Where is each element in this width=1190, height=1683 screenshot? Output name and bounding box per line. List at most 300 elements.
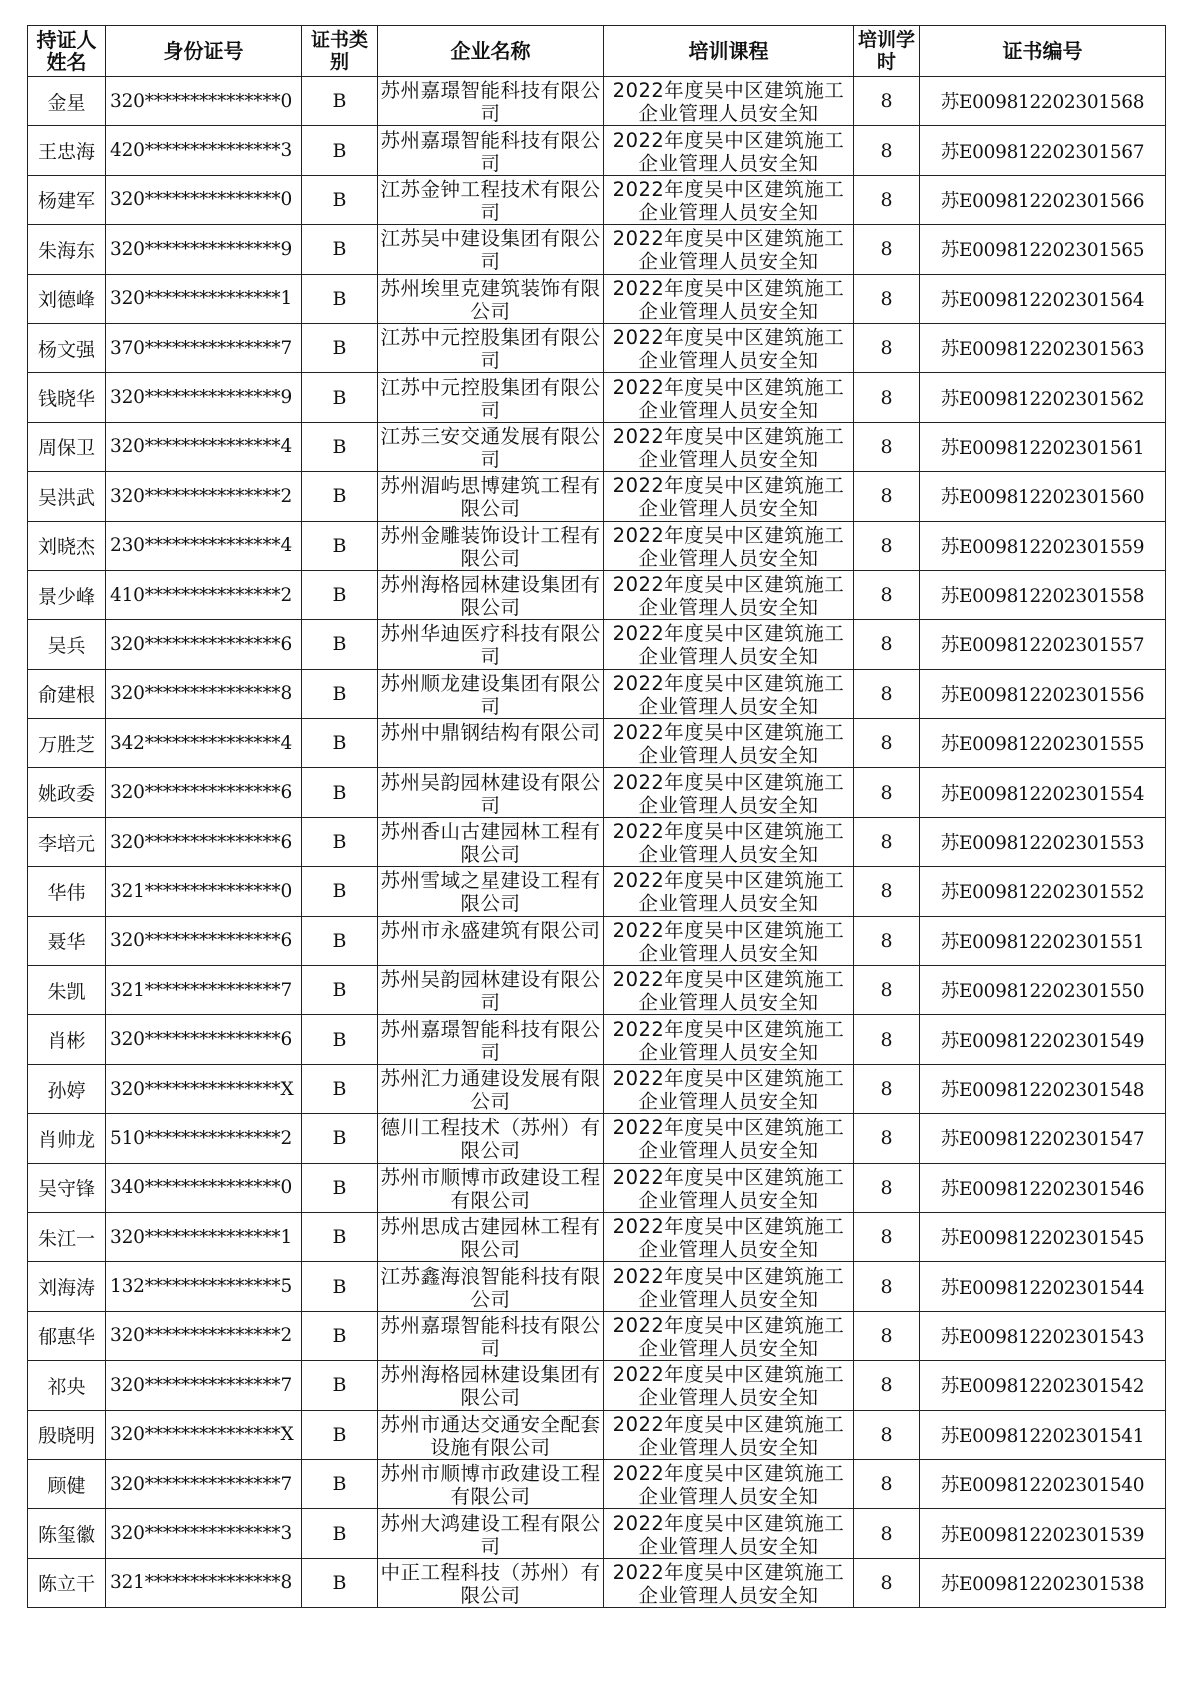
training-hours-cell: 8 [854, 373, 920, 422]
course-cell [604, 323, 854, 372]
training-hours-cell: 8 [854, 521, 920, 570]
course-cell [604, 719, 854, 768]
cert-number-cell: 苏E009812202301563 [920, 323, 1166, 372]
training-hours-cell: 8 [854, 323, 920, 372]
id-number-cell: 320***************0 [106, 175, 302, 224]
cert-type-cell: B [302, 867, 378, 916]
id-number-cell: 320***************6 [106, 817, 302, 866]
course-cell-text: 2022年度吴中区建筑施工企业管理人员安全知 [612, 227, 845, 272]
company-name-cell-text: 苏州海格园林建设集团有限公司 [380, 1363, 601, 1408]
course-cell [604, 620, 854, 669]
company-name-cell [378, 1361, 604, 1410]
course-cell-text: 2022年度吴中区建筑施工企业管理人员安全知 [612, 375, 845, 420]
course-cell-text: 2022年度吴中区建筑施工企业管理人员安全知 [612, 1067, 845, 1111]
cert-number-cell: 苏E009812202301564 [920, 274, 1166, 323]
table-row [28, 1064, 1166, 1113]
training-hours-cell: 8 [854, 1509, 920, 1558]
company-name-cell-text: 苏州顺龙建设集团有限公司 [380, 671, 601, 716]
company-name-cell [378, 521, 604, 570]
cert-number-cell: 苏E009812202301567 [920, 126, 1166, 175]
cert-type-cell: B [302, 126, 378, 175]
company-name-cell [378, 1212, 604, 1261]
course-cell-text: 2022年度吴中区建筑施工企业管理人员安全知 [612, 1017, 845, 1062]
cert-number-cell: 苏E009812202301559 [920, 521, 1166, 570]
header-company: 企业名称 [378, 26, 604, 77]
company-name-cell [378, 1015, 604, 1064]
course-cell-text: 2022年度吴中区建筑施工企业管理人员安全知 [612, 1313, 845, 1358]
header-name: 持证人姓名 [28, 26, 106, 77]
course-cell [604, 1015, 854, 1064]
holder-name-cell: 王忠海 [28, 126, 106, 175]
table-row [28, 126, 1166, 175]
holder-name-cell: 刘德峰 [28, 274, 106, 323]
company-name-cell [378, 669, 604, 718]
cert-number-cell: 苏E009812202301548 [920, 1064, 1166, 1113]
table-row [28, 1114, 1166, 1163]
cert-number-cell: 苏E009812202301555 [920, 719, 1166, 768]
company-name-cell-text: 苏州中鼎钢结构有限公司 [380, 721, 601, 745]
company-name-cell [378, 768, 604, 817]
table-row [28, 323, 1166, 372]
holder-name-cell: 朱海东 [28, 225, 106, 274]
company-name-cell-text: 苏州香山古建园林工程有限公司 [380, 820, 601, 865]
holder-name-cell: 金星 [28, 77, 106, 126]
cert-type-cell: B [302, 175, 378, 224]
cert-type-cell: B [302, 620, 378, 669]
table-row [28, 1212, 1166, 1261]
course-cell [604, 867, 854, 916]
header-cert-type: 证书类别 [302, 26, 378, 77]
header-hours: 培训学时 [854, 26, 920, 77]
cert-number-cell: 苏E009812202301565 [920, 225, 1166, 274]
id-number-cell: 510***************2 [106, 1114, 302, 1163]
course-cell [604, 669, 854, 718]
id-number-cell: 320***************2 [106, 472, 302, 521]
holder-name-cell: 杨建军 [28, 175, 106, 224]
id-number-cell: 320***************1 [106, 274, 302, 323]
table-row [28, 373, 1166, 422]
cert-number-cell: 苏E009812202301545 [920, 1212, 1166, 1261]
course-cell [604, 1114, 854, 1163]
company-name-cell-text: 苏州市永盛建筑有限公司 [380, 918, 601, 942]
holder-name-cell: 孙婷 [28, 1064, 106, 1113]
course-cell-text: 2022年度吴中区建筑施工企业管理人员安全知 [612, 424, 845, 469]
holder-name-cell: 陈玺徽 [28, 1509, 106, 1558]
holder-name-cell: 陈立干 [28, 1558, 106, 1607]
course-cell [604, 1558, 854, 1607]
holder-name-cell: 刘晓杰 [28, 521, 106, 570]
holder-name-cell: 杨文强 [28, 323, 106, 372]
table-row [28, 867, 1166, 916]
course-cell-text: 2022年度吴中区建筑施工企业管理人员安全知 [612, 276, 845, 321]
company-name-cell-text: 苏州嘉璟智能科技有限公司 [380, 128, 601, 173]
course-cell [604, 1311, 854, 1360]
training-hours-cell: 8 [854, 916, 920, 965]
cert-number-cell: 苏E009812202301539 [920, 1509, 1166, 1558]
company-name-cell-text: 德川工程技术（苏州）有限公司 [380, 1116, 601, 1161]
cert-number-cell: 苏E009812202301538 [920, 1558, 1166, 1607]
cert-number-cell: 苏E009812202301553 [920, 817, 1166, 866]
holder-name-cell: 钱晓华 [28, 373, 106, 422]
cert-type-cell: B [302, 669, 378, 718]
cert-number-cell: 苏E009812202301551 [920, 916, 1166, 965]
table-row [28, 570, 1166, 619]
cert-type-cell: B [302, 1262, 378, 1311]
id-number-cell: 320***************6 [106, 1015, 302, 1064]
cert-type-cell: B [302, 274, 378, 323]
training-hours-cell: 8 [854, 1262, 920, 1311]
course-cell [604, 373, 854, 422]
course-cell-text: 2022年度吴中区建筑施工企业管理人员安全知 [612, 918, 845, 963]
training-hours-cell: 8 [854, 966, 920, 1015]
id-number-cell: 320***************6 [106, 916, 302, 965]
id-number-cell: 230***************4 [106, 521, 302, 570]
id-number-cell: 320***************7 [106, 1459, 302, 1508]
training-hours-cell: 8 [854, 1459, 920, 1508]
course-cell-text: 2022年度吴中区建筑施工企业管理人员安全知 [612, 820, 845, 865]
cert-type-cell: B [302, 1311, 378, 1360]
cert-number-cell: 苏E009812202301543 [920, 1311, 1166, 1360]
cert-type-cell: B [302, 916, 378, 965]
course-cell [604, 1064, 854, 1113]
id-number-cell: 320***************1 [106, 1212, 302, 1261]
table-row [28, 817, 1166, 866]
company-name-cell-text: 苏州市顺博市政建设工程有限公司 [380, 1462, 601, 1507]
course-cell-text: 2022年度吴中区建筑施工企业管理人员安全知 [612, 79, 845, 124]
company-name-cell-text: 苏州埃里克建筑装饰有限公司 [380, 276, 601, 321]
cert-type-cell: B [302, 719, 378, 768]
cert-type-cell: B [302, 225, 378, 274]
training-hours-cell: 8 [854, 1015, 920, 1064]
training-hours-cell: 8 [854, 1064, 920, 1113]
training-hours-cell: 8 [854, 768, 920, 817]
id-number-cell: 320***************6 [106, 620, 302, 669]
course-cell-text: 2022年度吴中区建筑施工企业管理人员安全知 [612, 1264, 845, 1309]
training-hours-cell: 8 [854, 1558, 920, 1607]
course-cell [604, 422, 854, 471]
id-number-cell: 370***************7 [106, 323, 302, 372]
course-cell [604, 1509, 854, 1558]
course-cell [604, 916, 854, 965]
course-cell [604, 1459, 854, 1508]
company-name-cell-text: 苏州华迪医疗科技有限公司 [380, 622, 601, 667]
cert-number-cell: 苏E009812202301546 [920, 1163, 1166, 1212]
holder-name-cell: 聂华 [28, 916, 106, 965]
holder-name-cell: 华伟 [28, 867, 106, 916]
company-name-cell [378, 323, 604, 372]
course-cell-text: 2022年度吴中区建筑施工企业管理人员安全知 [612, 869, 845, 914]
course-cell-text: 2022年度吴中区建筑施工企业管理人员安全知 [612, 128, 845, 173]
cert-number-cell: 苏E009812202301562 [920, 373, 1166, 422]
cert-type-cell: B [302, 1361, 378, 1410]
table-row [28, 966, 1166, 1015]
course-cell [604, 1262, 854, 1311]
course-cell [604, 768, 854, 817]
company-name-cell-text: 苏州市通达交通安全配套设施有限公司 [380, 1412, 601, 1457]
id-number-cell: 320***************9 [106, 225, 302, 274]
course-cell [604, 1212, 854, 1261]
company-name-cell-text: 苏州大鸿建设工程有限公司 [380, 1511, 601, 1556]
table-row [28, 1015, 1166, 1064]
id-number-cell: 321***************7 [106, 966, 302, 1015]
company-name-cell [378, 225, 604, 274]
holder-name-cell: 朱凯 [28, 966, 106, 1015]
holder-name-cell: 郁惠华 [28, 1311, 106, 1360]
id-number-cell: 342***************4 [106, 719, 302, 768]
training-hours-cell: 8 [854, 867, 920, 916]
course-cell [604, 966, 854, 1015]
company-name-cell-text: 苏州海格园林建设集团有限公司 [380, 573, 601, 618]
cert-type-cell: B [302, 472, 378, 521]
training-hours-cell: 8 [854, 1114, 920, 1163]
course-cell-text: 2022年度吴中区建筑施工企业管理人员安全知 [612, 721, 845, 766]
id-number-cell: 132***************5 [106, 1262, 302, 1311]
course-cell-text: 2022年度吴中区建筑施工企业管理人员安全知 [612, 1363, 845, 1408]
cert-type-cell: B [302, 817, 378, 866]
course-cell [604, 1163, 854, 1212]
course-cell [604, 817, 854, 866]
holder-name-cell: 肖帅龙 [28, 1114, 106, 1163]
cert-number-cell: 苏E009812202301557 [920, 620, 1166, 669]
header-row [28, 26, 1166, 77]
company-name-cell [378, 1262, 604, 1311]
table-row [28, 225, 1166, 274]
holder-name-cell: 万胜芝 [28, 719, 106, 768]
course-cell [604, 225, 854, 274]
cert-type-cell: B [302, 1015, 378, 1064]
holder-name-cell: 李培元 [28, 817, 106, 866]
company-name-cell [378, 620, 604, 669]
company-name-cell-text: 苏州汇力通建设发展有限公司 [380, 1067, 601, 1111]
company-name-cell-text: 苏州金雕装饰设计工程有限公司 [380, 523, 601, 568]
header-id-number: 身份证号 [106, 26, 302, 77]
company-name-cell [378, 175, 604, 224]
header-cert-number: 证书编号 [920, 26, 1166, 77]
company-name-cell [378, 1459, 604, 1508]
company-name-cell [378, 373, 604, 422]
course-cell-text: 2022年度吴中区建筑施工企业管理人员安全知 [612, 770, 845, 815]
course-cell-text: 2022年度吴中区建筑施工企业管理人员安全知 [612, 1116, 845, 1161]
company-name-cell-text: 苏州吴韵园林建设有限公司 [380, 770, 601, 815]
company-name-cell [378, 916, 604, 965]
company-name-cell [378, 126, 604, 175]
id-number-cell: 320***************9 [106, 373, 302, 422]
cert-type-cell: B [302, 1163, 378, 1212]
cert-type-cell: B [302, 1114, 378, 1163]
table-header [28, 26, 1166, 77]
cert-type-cell: B [302, 1459, 378, 1508]
course-cell-text: 2022年度吴中区建筑施工企业管理人员安全知 [612, 1215, 845, 1260]
training-hours-cell: 8 [854, 817, 920, 866]
company-name-cell-text: 江苏三安交通发展有限公司 [380, 424, 601, 469]
course-cell [604, 175, 854, 224]
cert-number-cell: 苏E009812202301550 [920, 966, 1166, 1015]
training-hours-cell: 8 [854, 126, 920, 175]
holder-name-cell: 周保卫 [28, 422, 106, 471]
table-row [28, 1361, 1166, 1410]
table-row [28, 274, 1166, 323]
holder-name-cell: 顾健 [28, 1459, 106, 1508]
table-row [28, 1558, 1166, 1607]
holder-name-cell: 吴兵 [28, 620, 106, 669]
course-cell-text: 2022年度吴中区建筑施工企业管理人员安全知 [612, 968, 845, 1013]
company-name-cell [378, 274, 604, 323]
cert-type-cell: B [302, 1558, 378, 1607]
company-name-cell-text: 江苏吴中建设集团有限公司 [380, 227, 601, 272]
holder-name-cell: 姚政委 [28, 768, 106, 817]
holder-name-cell: 刘海涛 [28, 1262, 106, 1311]
training-hours-cell: 8 [854, 225, 920, 274]
company-name-cell [378, 1311, 604, 1360]
course-cell [604, 77, 854, 126]
cert-type-cell: B [302, 77, 378, 126]
cert-type-cell: B [302, 570, 378, 619]
holder-name-cell: 俞建根 [28, 669, 106, 718]
id-number-cell: 340***************0 [106, 1163, 302, 1212]
course-cell-text: 2022年度吴中区建筑施工企业管理人员安全知 [612, 671, 845, 716]
training-hours-cell: 8 [854, 422, 920, 471]
training-hours-cell: 8 [854, 1212, 920, 1261]
header-course: 培训课程 [604, 26, 854, 77]
company-name-cell-text: 苏州思成古建园林工程有限公司 [380, 1215, 601, 1260]
id-number-cell: 320***************6 [106, 768, 302, 817]
cert-type-cell: B [302, 768, 378, 817]
company-name-cell [378, 867, 604, 916]
company-name-cell [378, 472, 604, 521]
course-cell [604, 570, 854, 619]
course-cell [604, 1410, 854, 1459]
company-name-cell [378, 1509, 604, 1558]
course-cell-text: 2022年度吴中区建筑施工企业管理人员安全知 [612, 1412, 845, 1457]
company-name-cell [378, 1114, 604, 1163]
company-name-cell [378, 422, 604, 471]
table-row [28, 620, 1166, 669]
training-hours-cell: 8 [854, 1311, 920, 1360]
holder-name-cell: 殷晓明 [28, 1410, 106, 1459]
holder-name-cell: 朱江一 [28, 1212, 106, 1261]
course-cell-text: 2022年度吴中区建筑施工企业管理人员安全知 [612, 622, 845, 667]
company-name-cell-text: 江苏中元控股集团有限公司 [380, 375, 601, 420]
cert-number-cell: 苏E009812202301556 [920, 669, 1166, 718]
certificate-table [27, 25, 1166, 1608]
table-row [28, 1509, 1166, 1558]
table-row [28, 916, 1166, 965]
company-name-cell-text: 苏州嘉璟智能科技有限公司 [380, 79, 601, 124]
cert-number-cell: 苏E009812202301558 [920, 570, 1166, 619]
company-name-cell-text: 中正工程科技（苏州）有限公司 [380, 1560, 601, 1605]
course-cell-text: 2022年度吴中区建筑施工企业管理人员安全知 [612, 523, 845, 568]
cert-number-cell: 苏E009812202301542 [920, 1361, 1166, 1410]
id-number-cell: 320***************0 [106, 77, 302, 126]
table-row [28, 768, 1166, 817]
id-number-cell: 320***************7 [106, 1361, 302, 1410]
cert-number-cell: 苏E009812202301552 [920, 867, 1166, 916]
company-name-cell-text: 苏州市顺博市政建设工程有限公司 [380, 1165, 601, 1210]
holder-name-cell: 景少峰 [28, 570, 106, 619]
course-cell [604, 521, 854, 570]
cert-number-cell: 苏E009812202301547 [920, 1114, 1166, 1163]
table-row [28, 719, 1166, 768]
cert-type-cell: B [302, 1064, 378, 1113]
company-name-cell-text: 苏州吴韵园林建设有限公司 [380, 968, 601, 1013]
company-name-cell [378, 817, 604, 866]
holder-name-cell: 肖彬 [28, 1015, 106, 1064]
cert-type-cell: B [302, 1410, 378, 1459]
company-name-cell-text: 江苏鑫海浪智能科技有限公司 [380, 1264, 601, 1309]
holder-name-cell: 吴守锋 [28, 1163, 106, 1212]
course-cell-text: 2022年度吴中区建筑施工企业管理人员安全知 [612, 177, 845, 222]
cert-number-cell: 苏E009812202301549 [920, 1015, 1166, 1064]
company-name-cell-text: 苏州嘉璟智能科技有限公司 [380, 1313, 601, 1358]
training-hours-cell: 8 [854, 570, 920, 619]
cert-number-cell: 苏E009812202301544 [920, 1262, 1166, 1311]
course-cell-text: 2022年度吴中区建筑施工企业管理人员安全知 [612, 1511, 845, 1556]
course-cell-text: 2022年度吴中区建筑施工企业管理人员安全知 [612, 326, 845, 371]
course-cell [604, 1361, 854, 1410]
id-number-cell: 320***************4 [106, 422, 302, 471]
table-row [28, 1262, 1166, 1311]
cert-number-cell: 苏E009812202301568 [920, 77, 1166, 126]
cert-number-cell: 苏E009812202301561 [920, 422, 1166, 471]
table-row [28, 175, 1166, 224]
company-name-cell-text: 苏州嘉璟智能科技有限公司 [380, 1017, 601, 1062]
company-name-cell [378, 1163, 604, 1212]
training-hours-cell: 8 [854, 1410, 920, 1459]
course-cell [604, 274, 854, 323]
holder-name-cell: 祁央 [28, 1361, 106, 1410]
company-name-cell [378, 1064, 604, 1113]
table-row [28, 669, 1166, 718]
table-row [28, 1311, 1166, 1360]
company-name-cell-text: 苏州湄屿思博建筑工程有限公司 [380, 474, 601, 519]
table-row [28, 1163, 1166, 1212]
company-name-cell-text: 江苏中元控股集团有限公司 [380, 326, 601, 371]
cert-type-cell: B [302, 422, 378, 471]
id-number-cell: 321***************8 [106, 1558, 302, 1607]
id-number-cell: 320***************2 [106, 1311, 302, 1360]
training-hours-cell: 8 [854, 77, 920, 126]
cert-type-cell: B [302, 373, 378, 422]
holder-name-cell: 吴洪武 [28, 472, 106, 521]
training-hours-cell: 8 [854, 1361, 920, 1410]
table-row [28, 1410, 1166, 1459]
id-number-cell: 320***************X [106, 1064, 302, 1113]
training-hours-cell: 8 [854, 175, 920, 224]
cert-type-cell: B [302, 1509, 378, 1558]
company-name-cell [378, 570, 604, 619]
table-body [28, 77, 1166, 1608]
table-row [28, 521, 1166, 570]
cert-number-cell: 苏E009812202301566 [920, 175, 1166, 224]
cert-type-cell: B [302, 323, 378, 372]
id-number-cell: 410***************2 [106, 570, 302, 619]
training-hours-cell: 8 [854, 620, 920, 669]
training-hours-cell: 8 [854, 472, 920, 521]
id-number-cell: 320***************8 [106, 669, 302, 718]
company-name-cell [378, 77, 604, 126]
id-number-cell: 420***************3 [106, 126, 302, 175]
company-name-cell [378, 966, 604, 1015]
course-cell-text: 2022年度吴中区建筑施工企业管理人员安全知 [612, 474, 845, 519]
course-cell-text: 2022年度吴中区建筑施工企业管理人员安全知 [612, 1462, 845, 1507]
company-name-cell [378, 1558, 604, 1607]
course-cell [604, 472, 854, 521]
table-row [28, 1459, 1166, 1508]
table-row [28, 472, 1166, 521]
cert-type-cell: B [302, 521, 378, 570]
course-cell-text: 2022年度吴中区建筑施工企业管理人员安全知 [612, 1560, 845, 1605]
course-cell [604, 126, 854, 175]
